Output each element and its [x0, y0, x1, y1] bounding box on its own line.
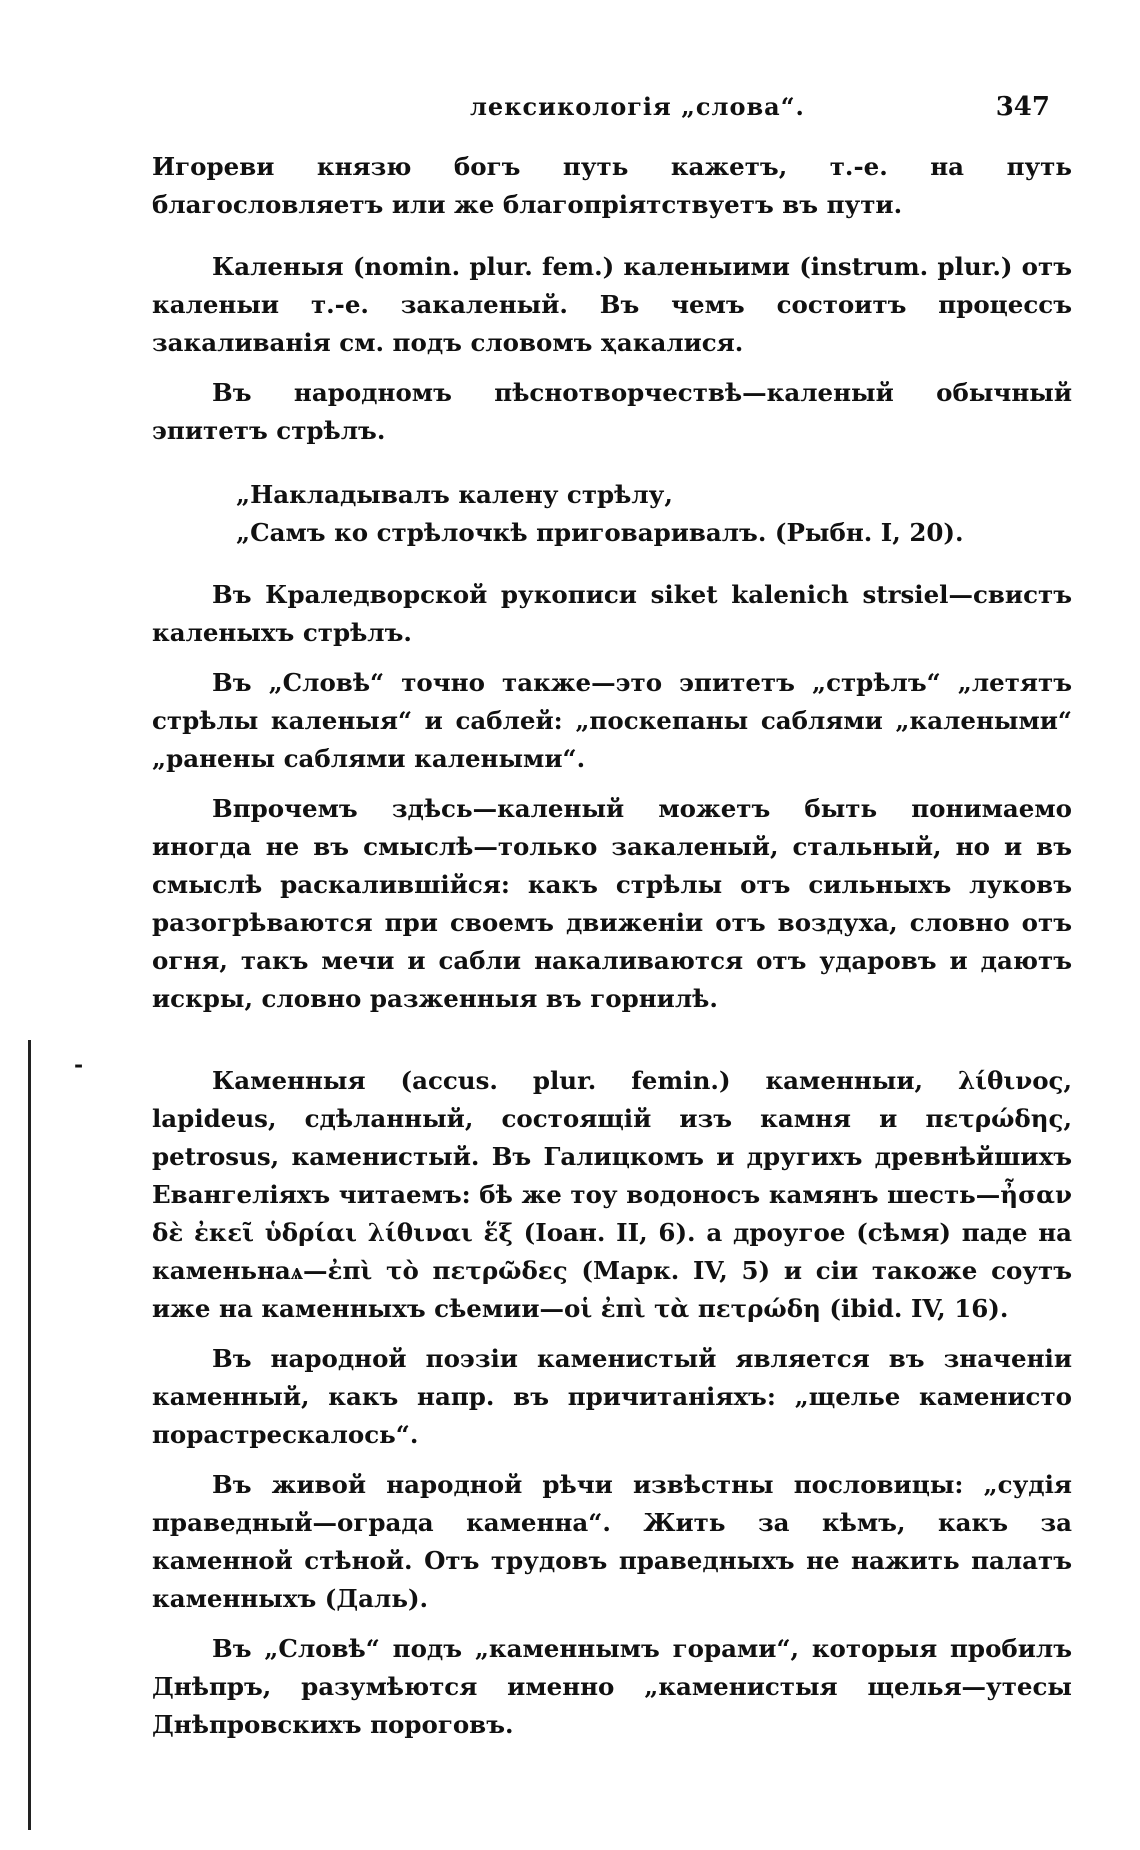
verse-line: „Накладывалъ калену стрѣлу,	[236, 480, 673, 509]
paragraph-put-kazhet: Игореви князю богъ путь кажетъ, т.-е. на путь благословляетъ или же благопріятствуетъ въ пути.	[152, 152, 1072, 219]
paragraph-vprochem: Впрочемъ здѣсь—каленый можетъ быть понимаемо иногда не въ смыслѣ—только закаленый, стальный, но и въ смыслѣ раскалившійся: какъ стрѣлы отъ сильныхъ луковъ разогрѣваются при своемъ движеніи отъ воздуха, словно отъ огня, такъ мечи и сабли накаливаются отъ ударовъ и даютъ искры, словно разженныя въ горнилѣ.	[152, 794, 1072, 1013]
page-header	[130, 92, 1050, 132]
paragraph-slovo-epithet: Въ „Словѣ“ точно также—это эпитетъ „стрѣлъ“ „летятъ стрѣлы каленыя“ и саблей: „поскепаны саблями „калеными“ „ранены саблями калеными“.	[152, 668, 1072, 773]
page-number: 347	[995, 92, 1050, 122]
paragraph-kraledvor: Въ Краледворской рукописи siket kalenich strsiel—свистъ каленыхъ стрѣлъ.	[152, 580, 1072, 647]
margin-mark: -	[74, 1052, 84, 1078]
paragraph-dnieper: Въ „Словѣ“ подъ „каменнымъ горами“, которыя пробилъ Днѣпръ, разумѣются именно „каменистыя щелья—утесы Днѣпровскихъ пороговъ.	[152, 1634, 1072, 1739]
verse-line: „Самъ ко стрѣлочкѣ приговаривалъ. (Рыбн. I, 20).	[236, 518, 964, 547]
page-edge-line	[28, 1040, 31, 1830]
paragraph-kamennyya: Каменныя (accus. plur. femin.) каменныи, λίθινος, lapideus, сдѣланный, состоящій изъ камня и πετρώδης, petrosus, каменистый. Въ Галицкомъ и другихъ древнѣйшихъ Евангеліяхъ читаемъ: бѣ же тоу водоносъ камянъ шесть—ἦσαν δὲ ἐκεῖ ὑδρίαι λίθιναι ἕξ (Іоан. II, 6). а дроугое (сѣмя) паде на каменьнаѧ—ἐπὶ τὸ πετρῶδες (Марк. IV, 5) и сіи такоже соутъ иже на каменныхъ сѣемии—οἱ ἐπὶ τὰ πετρώδη (ibid. IV, 16).	[152, 1066, 1072, 1323]
verse-quote	[152, 476, 1072, 552]
paragraph-folk-epithet: Въ народномъ пѣснотворчествѣ—каленый обычный эпитетъ стрѣлъ.	[152, 378, 1072, 445]
running-title: лексикологія „слова“.	[470, 92, 805, 121]
paragraph-kalenyya: Каленыя (nomin. plur. fem.) каленыими (instrum. plur.) отъ каленыи т.-е. закаленый. Въ чемъ состоитъ процессъ закаливанія см. подъ словомъ ҳакалися.	[152, 252, 1072, 357]
page-body	[152, 148, 1072, 1744]
paragraph-proverbs: Въ живой народной рѣчи извѣстны пословицы: „судія праведный—ограда каменна“. Жить за кѣмъ, какъ за каменной стѣной. Отъ трудовъ праведныхъ не нажить палатъ каменныхъ (Даль).	[152, 1470, 1072, 1613]
paragraph-folk-poetry: Въ народной поэзіи каменистый является въ значеніи каменный, какъ напр. въ причитаніяхъ: „щелье каменисто порастрескалось“.	[152, 1344, 1072, 1449]
